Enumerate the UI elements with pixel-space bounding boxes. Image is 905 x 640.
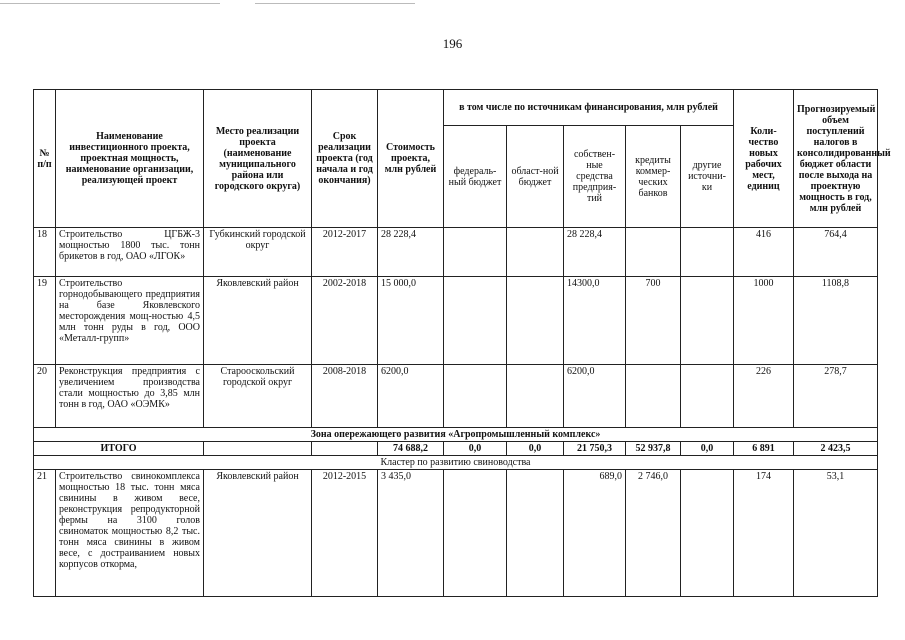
cell-num: 21 xyxy=(34,470,56,597)
col-header-name: Наименование инвестиционного проекта, проектная мощность, наименование организации, реализующей проект xyxy=(56,90,204,228)
investment-projects-table xyxy=(33,89,891,597)
page-number: 196 xyxy=(442,36,463,51)
cell-period: 2008-2018 xyxy=(312,365,378,428)
cell-place: Старооскольский городской округ xyxy=(204,365,312,428)
cell-name: Строительство горнодобывающего предприятия на базе Яковлевского месторождения мощ-ностью 4,5 млн тонн руды в год, ООО «Металл-групп» xyxy=(56,277,204,365)
total-own: 21 750,3 xyxy=(564,442,626,456)
cell-federal xyxy=(444,470,507,597)
cell-taxes: 1108,8 xyxy=(794,277,878,365)
cell-cost: 6200,0 xyxy=(378,365,444,428)
col-header-other: другие источни-ки xyxy=(681,126,734,228)
col-header-own: собствен-ные средства предприя-тий xyxy=(564,126,626,228)
cell-regional xyxy=(507,470,564,597)
cell-taxes: 53,1 xyxy=(794,470,878,597)
cell-period: 2002-2018 xyxy=(312,277,378,365)
table-row xyxy=(34,470,878,597)
col-header-jobs: Коли-чество новых рабочих мест, единиц xyxy=(734,90,794,228)
cell-num: 19 xyxy=(34,277,56,365)
total-other: 0,0 xyxy=(681,442,734,456)
cell-period: 2012-2017 xyxy=(312,228,378,277)
total-place xyxy=(204,442,312,456)
cell-own: 28 228,4 xyxy=(564,228,626,277)
total-row xyxy=(34,442,878,456)
col-header-cost: Стоимость проекта, млн рублей xyxy=(378,90,444,228)
cell-cost: 28 228,4 xyxy=(378,228,444,277)
cell-name: Реконструкция предприятия с увеличением производства стали мощностью до 3,85 млн тонн в год, ОАО «ОЭМК» xyxy=(56,365,204,428)
col-header-period: Срок реализации проекта (год начала и год окончания) xyxy=(312,90,378,228)
scan-edge-line xyxy=(0,3,220,4)
col-header-federal: федераль-ный бюджет xyxy=(444,126,507,228)
cell-period: 2012-2015 xyxy=(312,470,378,597)
table-row xyxy=(34,277,878,365)
col-header-place: Место реализации проекта (наименование муниципального района или городского округа) xyxy=(204,90,312,228)
zone-title: Зона опережающего развития «Агропромышленный комплекс» xyxy=(34,428,878,442)
cell-jobs: 174 xyxy=(734,470,794,597)
cell-federal xyxy=(444,365,507,428)
table-header-row xyxy=(34,90,878,126)
cell-cost: 3 435,0 xyxy=(378,470,444,597)
cell-place: Яковлевский район xyxy=(204,470,312,597)
table-row xyxy=(34,365,878,428)
cell-jobs: 226 xyxy=(734,365,794,428)
cluster-title: Кластер по развитию свиноводства xyxy=(34,456,878,470)
cell-cost: 15 000,0 xyxy=(378,277,444,365)
total-period xyxy=(312,442,378,456)
total-taxes: 2 423,5 xyxy=(794,442,878,456)
total-jobs: 6 891 xyxy=(734,442,794,456)
col-header-num: № п/п xyxy=(34,90,56,228)
total-regional: 0,0 xyxy=(507,442,564,456)
cell-credits xyxy=(626,228,681,277)
cell-other xyxy=(681,470,734,597)
total-federal: 0,0 xyxy=(444,442,507,456)
cell-regional xyxy=(507,228,564,277)
col-header-credits: кредиты коммер-ческих банков xyxy=(626,126,681,228)
cell-other xyxy=(681,228,734,277)
total-cost: 74 688,2 xyxy=(378,442,444,456)
cell-credits xyxy=(626,365,681,428)
cell-name: Строительство свинокомплекса мощностью 18 тыс. тонн мяса свинины в живом весе, реконструкция репродукторной фермы на 3100 голов свиноматок мощностью 8,2 тыс. тонн мяса свинины в живом весе, с достраиванием новых корпусов откорма, xyxy=(56,470,204,597)
cell-own: 6200,0 xyxy=(564,365,626,428)
cell-name: Строительство ЦГБЖ-3 мощностью 1800 тыс. тонн брикетов в год, ОАО «ЛГОК» xyxy=(56,228,204,277)
col-header-taxes: Прогнозируемый объем поступлений налогов в консолидированный бюджет области после выхода на проектную мощность в год, млн рублей xyxy=(794,90,878,228)
cell-other xyxy=(681,277,734,365)
col-header-regional: област-ной бюджет xyxy=(507,126,564,228)
cell-num: 20 xyxy=(34,365,56,428)
cell-jobs: 1000 xyxy=(734,277,794,365)
cell-federal xyxy=(444,228,507,277)
cell-regional xyxy=(507,277,564,365)
cell-jobs: 416 xyxy=(734,228,794,277)
cell-taxes: 278,7 xyxy=(794,365,878,428)
cluster-title-row xyxy=(34,456,878,470)
total-credits: 52 937,8 xyxy=(626,442,681,456)
col-header-sources-group: в том числе по источникам финансирования, млн рублей xyxy=(444,90,734,126)
total-label: ИТОГО xyxy=(34,442,204,456)
cell-federal xyxy=(444,277,507,365)
cell-credits: 700 xyxy=(626,277,681,365)
table-row xyxy=(34,228,878,277)
cell-credits: 2 746,0 xyxy=(626,470,681,597)
cell-regional xyxy=(507,365,564,428)
cell-place: Яковлевский район xyxy=(204,277,312,365)
cell-other xyxy=(681,365,734,428)
cell-num: 18 xyxy=(34,228,56,277)
scan-edge-line xyxy=(255,3,415,4)
cell-own: 689,0 xyxy=(564,470,626,597)
cell-own: 14300,0 xyxy=(564,277,626,365)
zone-title-row xyxy=(34,428,878,442)
cell-place: Губкинский городской округ xyxy=(204,228,312,277)
cell-taxes: 764,4 xyxy=(794,228,878,277)
